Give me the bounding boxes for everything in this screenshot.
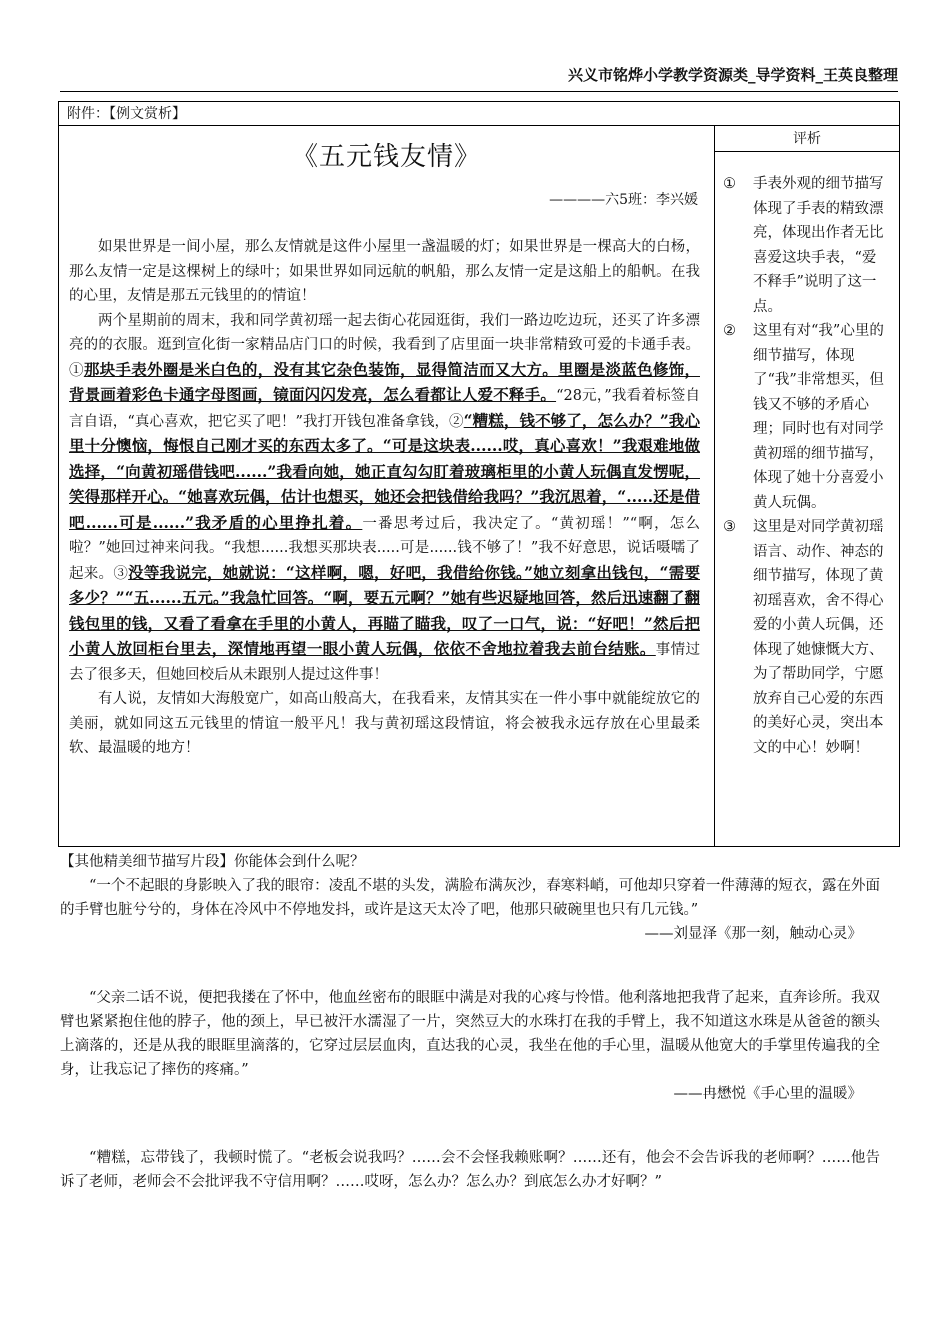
excerpt-2: “父亲二话不说，便把我搂在了怀中，他血丝密布的眼眶中满是对我的心疼与怜惜。他利落地把我背了起来，直奔诊所。我双臂也紧紧抱住他的脖子，他的颈上，早已被汗水濡湿了一片，突然豆大的水珠打在我的手臂上，我不知道这水珠是从爸爸的额头上滴落的，还是从我的眼眶里滴落的，它穿过层层血肉，直达我的心灵，我坐在他的手心里，温暖从他宽大的手掌里传遍我的全身，让我忘记了摔伤的疼痛。”: [60, 990, 880, 1078]
essay-body: [59, 209, 714, 761]
excerpt-2-source: ——冉懋悦《手心里的温暖》: [673, 1086, 862, 1102]
review-text: 这里是对同学黄初瑶语言、动作、神态的细节描写，体现了黄初瑶喜欢，舍不得心爱的小黄人玩偶，还体现了她慷慨大方、为了帮助同学，宁愿放弃自己心爱的东西的美好心灵，突出本文的中心！妙啊！: [753, 519, 884, 756]
essay-text: 事情过去了很多天，但她回校后从未跟别人提过这件事！: [69, 642, 700, 683]
essay-author: ————六5班：李兴媛: [549, 192, 698, 208]
review-number: ③: [723, 519, 736, 535]
highlight-detail-1: 那块手表外圈是米白色的，没有其它杂色装饰，显得简洁而又大方。里圈是淡蓝色修饰，背景画着彩色卡通字母图画，镜面闪闪发亮，怎么看都让人爱不释手。: [69, 359, 700, 404]
review-item: [723, 319, 889, 515]
essay-paragraph-2: [69, 309, 700, 688]
excerpt-3: “糟糕，忘带钱了，我顿时慌了。“老板会说我吗？……会不会怪我赖账啊？……还有，他会不会告诉我的老师啊？……他告诉了老师，老师会不会批评我不守信用啊？……哎呀，怎么办？怎么办？到底怎么办才好啊？”: [60, 1150, 880, 1190]
review-heading: 评析: [715, 126, 899, 152]
essay-text: 两个星期前的周末，我和同学黄初瑶一起去街心花园逛街，我们一路边吃边玩，还买了许多漂亮的的衣服。逛到宣化街一家精品店门口的时候，我看到了店里面一块非常精致可爱的卡通手表。①: [69, 312, 700, 379]
essay-title: 《五元钱友情》: [291, 142, 481, 172]
essay-paragraph-3: 有人说，友情如大海般宽广，如高山般高大，在我看来，友情其实在一件小事中就能绽放它的美丽，就如同这五元钱里的情谊一般平凡！我与黄初瑶这段情谊，将会被我永远存放在心里最柔软、最温暖的地方！: [69, 691, 700, 756]
essay-paragraph-1: 如果世界是一间小屋，那么友情就是这件小屋里一盏温暖的灯；如果世界是一棵高大的白杨，那么友情一定是这棵树上的绿叶；如果世界如同远航的帆船，那么友情一定是这船上的船帆。在我的心里，友情是那五元钱里的的情谊！: [69, 239, 700, 304]
essay-table-body: [59, 126, 899, 846]
essay-table: [58, 101, 900, 847]
essay-text: 一番思考过后，我决定了。“黄初瑶！”“啊，怎么啦？”她回过神来问我。“我想......我想买那块表.....可是......钱不够了！”我不好意思，说话嗫嚅了起来。③: [69, 515, 701, 582]
review-text: 这里有对“我”心里的细节描写，体现了“我”非常想买，但钱又不够的矛盾心理；同时也有对同学黄初瑶的细节描写，体现了她十分喜爱小黄人玩偶。: [753, 323, 884, 511]
excerpt-1: “一个不起眼的身影映入了我的眼帘：凌乱不堪的头发，满脸布满灰沙，春寒料峭，可他却只穿着一件薄薄的短衣，露在外面的手臂也脏兮兮的，身体在冷风中不停地发抖，或许是这天太冷了吧，他那只破碗里也只有几元钱。”: [60, 878, 880, 918]
excerpt-1-source: ——刘显泽《那一刻，触动心灵》: [644, 926, 862, 942]
other-excerpts: [60, 850, 880, 1194]
attachment-label: 附件：【例文赏析】: [59, 102, 899, 126]
section-title: 【其他精美细节描写片段】你能体会到什么呢？: [60, 854, 365, 870]
review-column: [715, 126, 899, 846]
review-item: [723, 172, 889, 319]
review-number: ①: [723, 176, 736, 192]
page-header: 兴义市铭烨小学教学资源类_导学资料_王英良整理: [60, 64, 898, 92]
review-number: ②: [723, 323, 736, 339]
highlight-detail-2: “糟糕，钱不够了，怎么办？”我心里十分懊恼，悔恨自己刚才买的东西太多了。“可是这块表......哎，真心喜欢！”我艰难地做选择，“向黄初瑶借钱吧......”我看向她，她正直勾勾盯着玻璃柜里的小黄人玩偶直发愣呢，笑得那样开心。“她喜欢玩偶，估计也想买，她还会把钱借给我吗？”我沉思着，“.....还是借吧......可是......”我矛盾的心里挣扎着。: [69, 410, 700, 532]
essay-column: [59, 126, 715, 846]
essay-text: “28元，”我看着标签自言自语，“真心喜欢，把它买了吧！”我打开钱包准备拿钱，②: [69, 388, 700, 430]
review-text: 手表外观的细节描写体现了手表的精致漂亮，体现出作者无比喜爱这块手表，“爱不释手”说明了这一点。: [753, 176, 884, 315]
review-list: [715, 152, 899, 760]
review-item: [723, 515, 889, 760]
highlight-detail-3: 没等我说完，她就说：“这样啊，嗯，好吧，我借给你钱。”她立刻拿出钱包，“需要多少？”“五......五元。”我急忙回答。“啊，要五元啊？”她有些迟疑地回答，然后迅速翻了翻钱包里的钱，又看了看拿在手里的小黄人，再瞄了瞄我，叹了一口气，说：“好吧！”然后把小黄人放回柜台里去，深情地再望一眼小黄人玩偶，依依不舍地拉着我去前台结账。: [69, 562, 701, 658]
